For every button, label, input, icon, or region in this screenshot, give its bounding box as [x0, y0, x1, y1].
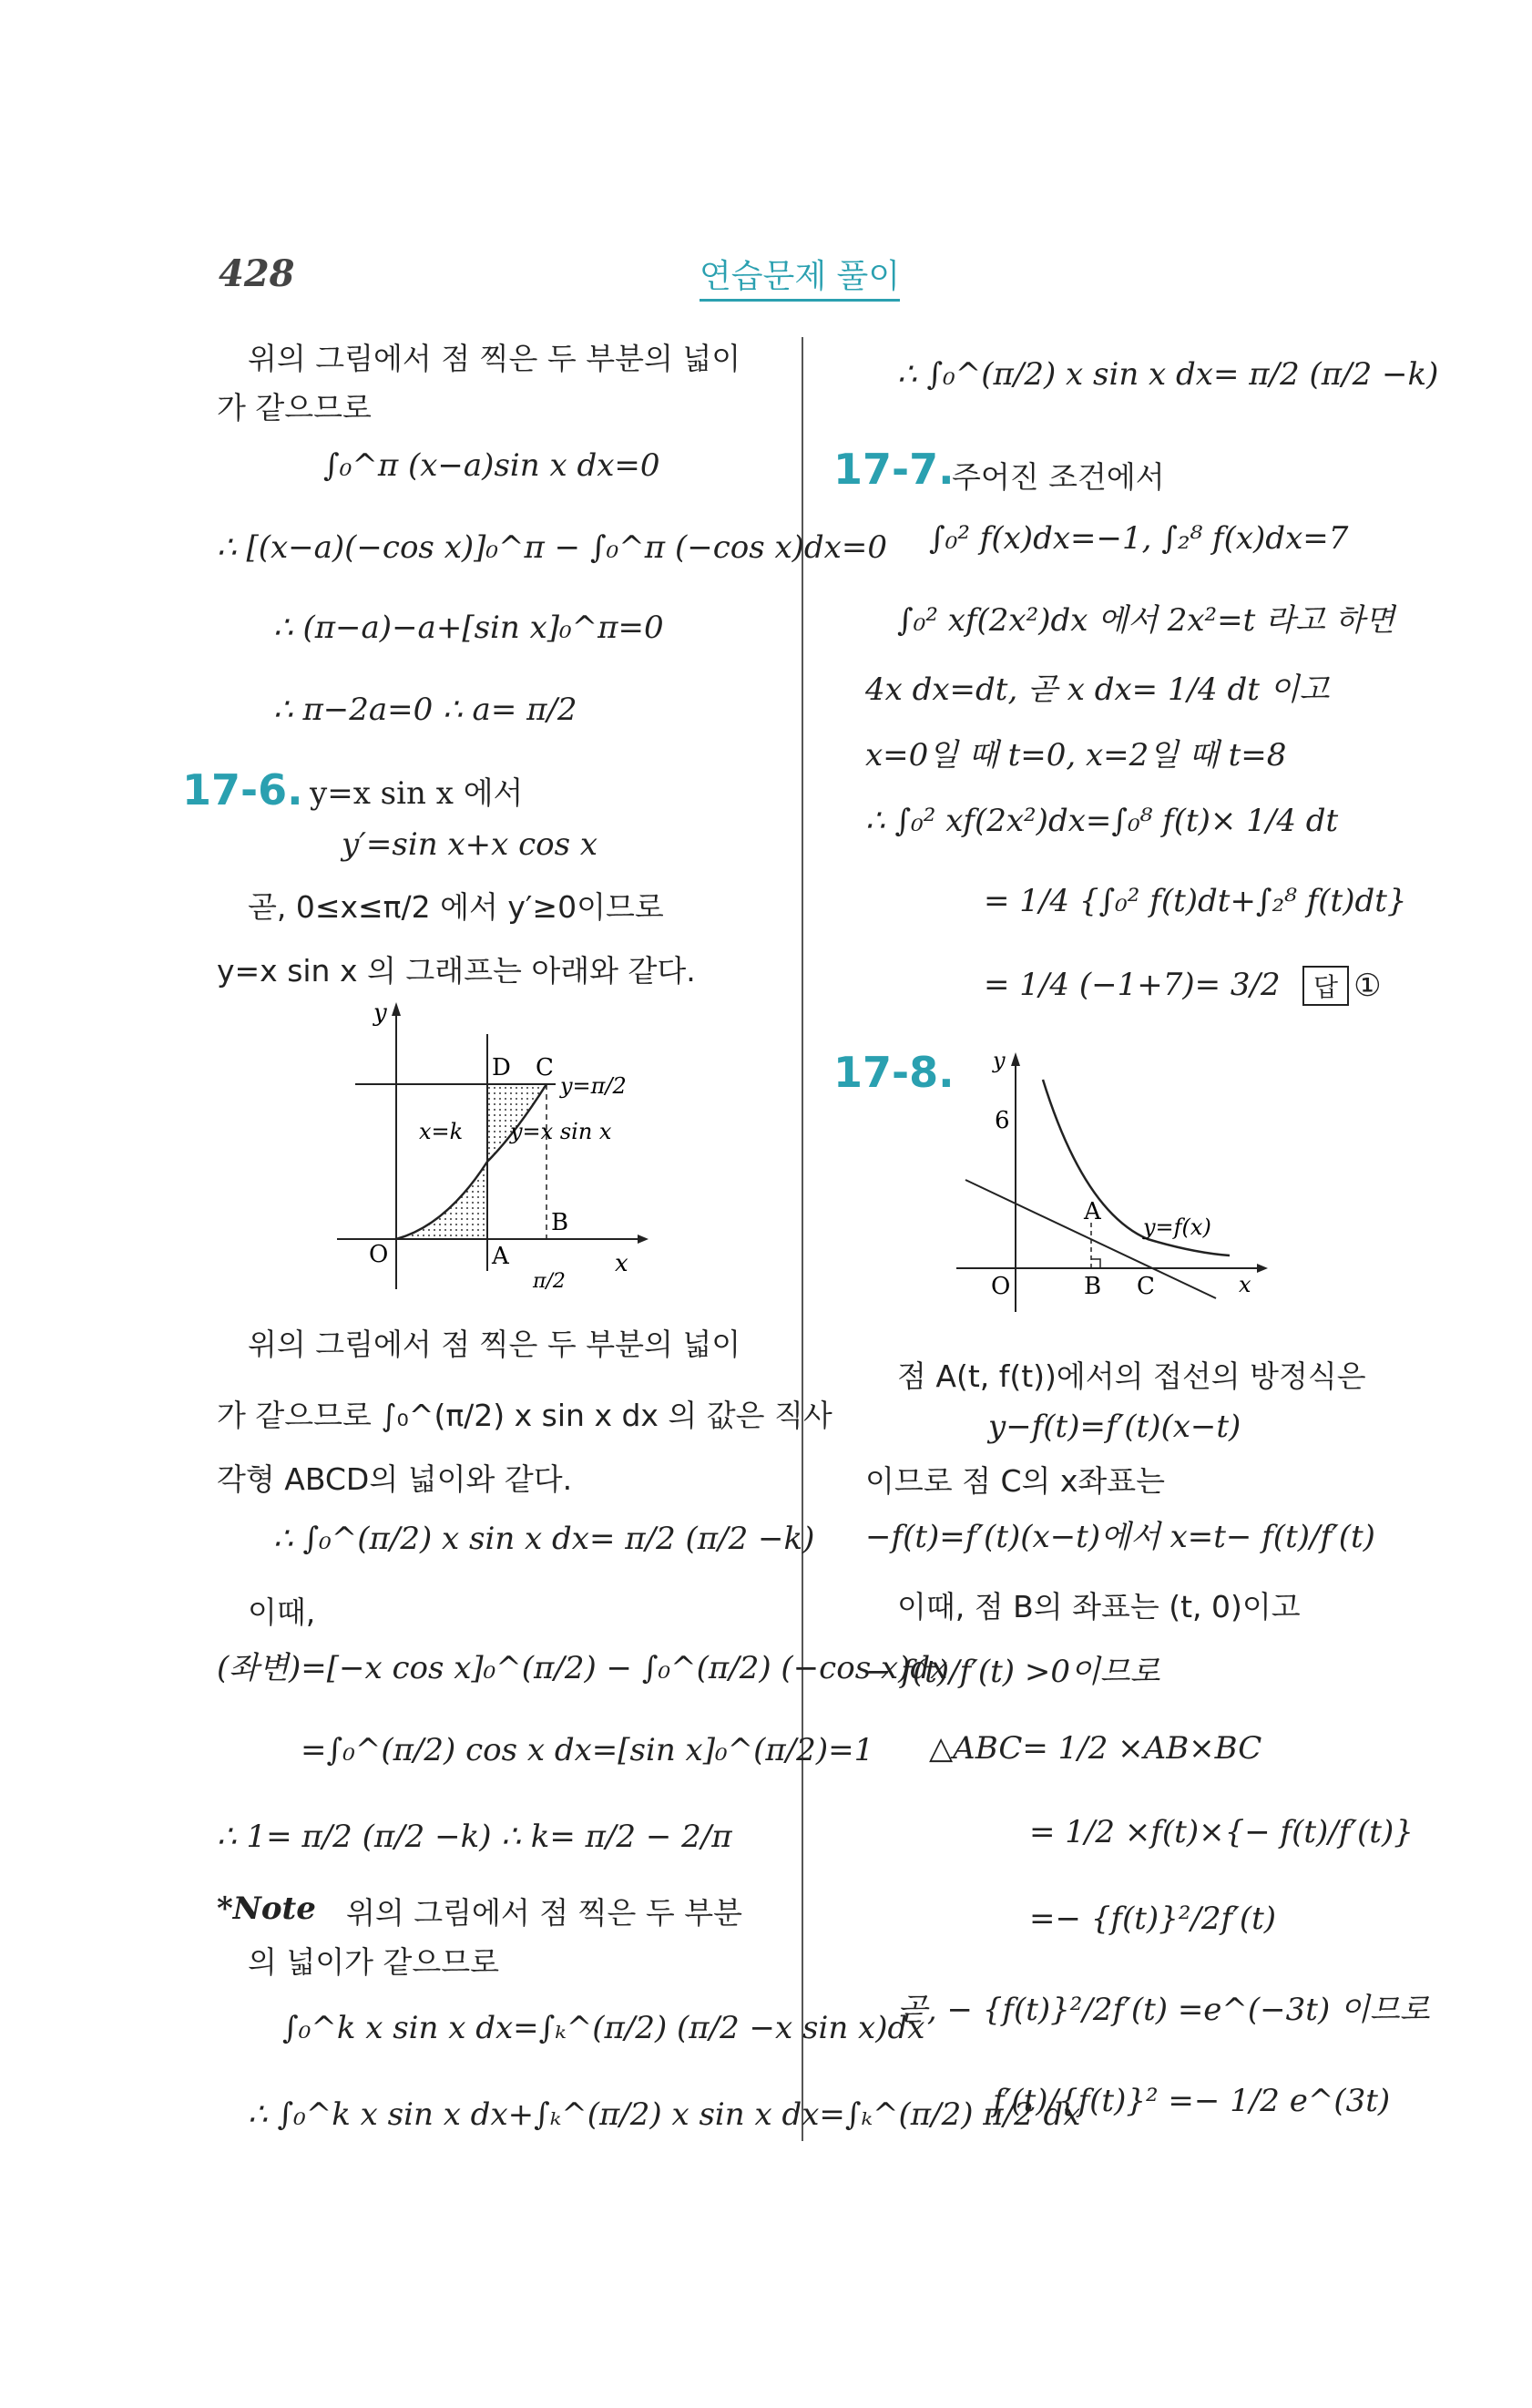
right-eq-2: ∫₀² f(x)dx=−1, ∫₂⁸ f(x)dx=7	[929, 520, 1349, 557]
left-paragraph-1b: 가 같으므로	[217, 390, 372, 425]
page-number: 428	[219, 252, 295, 295]
left-eq-5: ∴ ∫₀^(π/2) x sin x dx= π/2 (π/2 −k)	[273, 1521, 815, 1557]
p8-line-b: 이므로 점 C의 x좌표는	[865, 1463, 1166, 1499]
answer	[1302, 966, 1382, 1006]
g1-x-axis: x	[615, 1250, 628, 1277]
right-eq-12: △ABC= 1/2 ×AB×BC	[929, 1730, 1262, 1767]
problem-17-8-number: 17-8.	[833, 1048, 955, 1097]
right-eq-9: y−f(t)=f′(t)(x−t)	[988, 1409, 1241, 1445]
right-eq-14: =− {f(t)}²/2f′(t)	[1029, 1901, 1277, 1937]
g1-line-label: y=π/2	[560, 1073, 627, 1099]
note-line-b: 의 넓이가 같으므로	[248, 1944, 500, 1980]
column-divider	[802, 337, 803, 2141]
g1-label-b: B	[551, 1209, 569, 1236]
g1-pi-over-2: π/2	[533, 1270, 566, 1293]
g2-label-a: A	[1084, 1198, 1101, 1225]
g1-label-d: D	[492, 1054, 511, 1081]
p8-line-c: 이때, 점 B의 좌표는 (t, 0)이고	[897, 1589, 1301, 1624]
left-eq-10: ∴ ∫₀^k x sin x dx+∫ₖ^(π/2) x sin x dx=∫ₖ^(π/2) π/2 dx	[248, 2096, 1081, 2133]
right-eq-4: 4x dx=dt, 곧 x dx= 1/4 dt 이고	[865, 671, 1330, 708]
p6-line-b: y′=sin x+x cos x	[342, 826, 598, 863]
left-eq-2: ∴ [(x−a)(−cos x)]₀^π − ∫₀^π (−cos x)dx=0	[217, 529, 887, 566]
right-eq-6: ∴ ∫₀² xf(2x²)dx=∫₀⁸ f(t)× 1/4 dt	[865, 803, 1339, 839]
right-eq-7: = 1/4 {∫₀² f(t)dt+∫₂⁸ f(t)dt}	[984, 883, 1407, 919]
g1-origin: O	[369, 1241, 389, 1268]
p7-line-a: 주어진 조건에서	[952, 459, 1165, 495]
g1-curve-label: y=x sin x	[510, 1119, 612, 1144]
g1-label-c: C	[536, 1054, 554, 1081]
left-paragraph-1: 위의 그림에서 점 찍은 두 부분의 넓이	[248, 341, 741, 376]
left-paragraph-7c: 각형 ABCD의 넓이와 같다.	[217, 1461, 573, 1497]
g1-label-a: A	[492, 1243, 509, 1270]
g2-six: 6	[995, 1107, 1010, 1134]
g1-vline-label: x=k	[419, 1119, 464, 1144]
left-paragraph-7: 위의 그림에서 점 찍은 두 부분의 넓이	[248, 1327, 741, 1362]
right-eq-16: f′(t)/{f(t)}² =− 1/2 e^(3t)	[993, 2083, 1391, 2119]
right-eq-13: = 1/2 ×f(t)×{− f(t)/f′(t)}	[1029, 1814, 1414, 1850]
answer-label: 답	[1302, 966, 1349, 1006]
p6-line-c: 곧, 0≤x≤π/2 에서 y′≥0이므로	[248, 889, 664, 925]
right-eq-10: −f(t)=f′(t)(x−t)에서 x=t− f(t)/f′(t)	[865, 1519, 1375, 1555]
left-eq-9: ∫₀^k x sin x dx=∫ₖ^(π/2) (π/2 −x sin x)dx	[282, 2010, 925, 2046]
left-eq-6: (좌변)=[−x cos x]₀^(π/2) − ∫₀^(π/2) (−cos x)dx	[217, 1650, 948, 1686]
right-eq-8: = 1/4 (−1+7)= 3/2	[984, 967, 1281, 1003]
g2-y-axis: y	[993, 1048, 1006, 1073]
p6-line-d: y=x sin x 의 그래프는 아래와 같다.	[217, 953, 696, 989]
p6-line-a: y=x sin x 에서	[310, 775, 524, 812]
right-eq-3: ∫₀² xf(2x²)dx 에서 2x²=t 라고 하면	[897, 602, 1395, 639]
left-paragraph-8: 이때,	[248, 1594, 316, 1630]
problem-17-7-number: 17-7.	[833, 445, 955, 494]
g2-label-c: C	[1137, 1273, 1155, 1300]
p8-line-a: 점 A(t, f(t))에서의 접선의 방정식은	[897, 1358, 1366, 1394]
left-eq-4: ∴ π−2a=0 ∴ a= π/2	[273, 692, 577, 728]
g2-origin: O	[991, 1273, 1011, 1300]
left-eq-8: ∴ 1= π/2 (π/2 −k) ∴ k= π/2 − 2/π	[217, 1819, 732, 1855]
problem-17-6-number: 17-6.	[182, 765, 303, 815]
g2-x-axis: x	[1239, 1272, 1251, 1297]
right-eq-15: 곧, − {f(t)}²/2f′(t) =e^(−3t) 이므로	[897, 1992, 1430, 2028]
g2-label-b: B	[1084, 1273, 1102, 1300]
graph-17-6	[328, 998, 656, 1298]
left-eq-1: ∫₀^π (x−a)sin x dx=0	[323, 447, 660, 484]
g2-curve-label: y=f(x)	[1143, 1214, 1211, 1240]
g1-y-axis: y	[373, 999, 387, 1027]
note-line-a: 위의 그림에서 점 찍은 두 부분	[346, 1895, 742, 1931]
answer-value: ①	[1353, 968, 1382, 1004]
running-title: 연습문제 풀이	[700, 251, 900, 302]
right-eq-1: ∴ ∫₀^(π/2) x sin x dx= π/2 (π/2 −k)	[897, 356, 1439, 393]
left-eq-3: ∴ (π−a)−a+[sin x]₀^π=0	[273, 610, 664, 646]
note-label: *Note	[217, 1891, 316, 1927]
left-eq-7: =∫₀^(π/2) cos x dx=[sin x]₀^(π/2)=1	[301, 1732, 874, 1768]
right-eq-5: x=0일 때 t=0, x=2일 때 t=8	[865, 737, 1287, 774]
right-eq-11: − f(t)/f′(t) >0이므로	[865, 1654, 1160, 1690]
left-paragraph-7b: 가 같으므로 ∫₀^(π/2) x sin x dx 의 값은 직사	[217, 1398, 832, 1433]
graph-17-8	[947, 1048, 1275, 1321]
